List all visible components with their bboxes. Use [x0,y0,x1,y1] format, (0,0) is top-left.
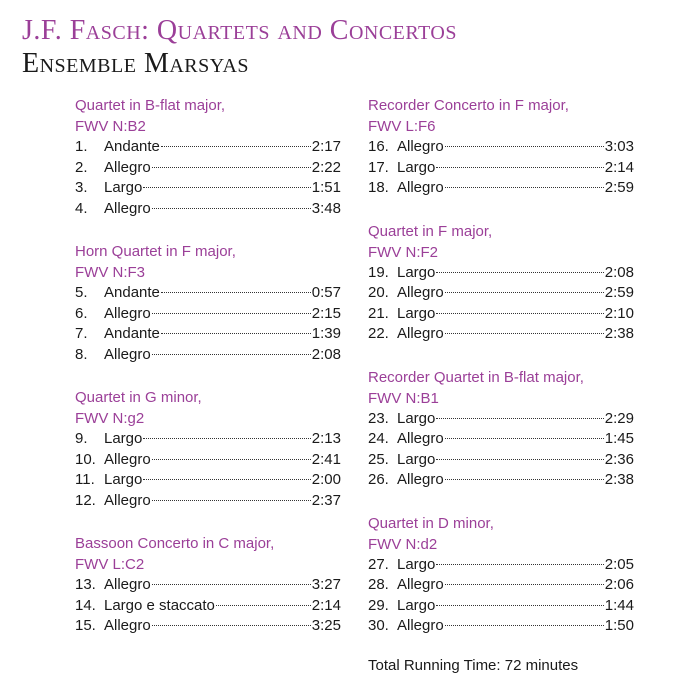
track-row [368,596,634,617]
track-row [368,178,634,199]
track-name: Allegro [397,325,444,342]
album-title: J.F. Fasch: Quartets and Concertos [22,15,457,46]
track-number: 12. [75,491,96,509]
dot-leader [152,208,311,209]
track-row [368,263,634,284]
track-duration: 1:50 [604,617,634,634]
track-number: 29. [368,596,389,614]
work-title: Recorder Quartet in B-flat major, [368,368,584,386]
work-section [368,513,634,637]
track-number: 7. [75,325,88,342]
track-name: Allegro [104,345,151,363]
dot-leader [152,167,311,168]
work-section [75,95,341,219]
work-catalog-number: FWV N:d2 [368,535,438,553]
track-duration: 1:44 [604,596,634,614]
dot-leader [161,292,311,293]
work-title: Quartet in D minor, [368,514,494,532]
track-duration: 2:00 [311,471,341,488]
track-duration: 2:38 [604,325,634,342]
track-name: Largo [104,471,143,488]
track-name: Andante [104,138,160,155]
track-list [368,409,634,491]
track-name: Allegro [104,491,151,509]
track-duration: 2:10 [604,304,634,322]
track-duration: 1:45 [604,430,634,447]
track-row [75,324,341,345]
track-number: 13. [75,576,96,593]
track-row [75,283,341,304]
work-catalog-number: FWV N:F2 [368,243,438,261]
track-name: Largo [397,596,436,614]
dot-leader [445,438,604,439]
track-number: 15. [75,617,96,634]
dot-leader [152,313,311,314]
track-row [368,324,634,345]
work-title: Horn Quartet in F major, [75,243,236,260]
track-row [75,470,341,491]
track-row [75,137,341,158]
track-row [75,491,341,512]
dot-leader [152,354,311,355]
track-duration: 1:39 [311,325,341,342]
track-name: Allegro [397,617,444,634]
track-name: Largo [104,430,143,447]
track-duration: 2:59 [604,284,634,301]
track-row [75,178,341,199]
track-number: 27. [368,555,389,573]
track-duration: 0:57 [311,284,341,301]
track-number: 18. [368,179,389,196]
dot-leader [436,564,603,565]
track-row [75,199,341,220]
dot-leader [143,479,310,480]
track-duration: 2:59 [604,179,634,196]
track-duration: 2:14 [311,596,341,614]
track-duration: 2:14 [604,158,634,176]
track-row [368,304,634,325]
dot-leader [152,459,311,460]
track-duration: 2:36 [604,450,634,468]
track-duration: 2:37 [311,491,341,509]
work-catalog-number: FWV N:g2 [75,410,145,427]
track-number: 21. [368,304,389,322]
track-number: 6. [75,304,88,322]
dot-leader [445,479,604,480]
track-name: Allegro [104,450,151,468]
track-row [75,158,341,179]
track-name: Allegro [104,158,151,176]
work-section [75,533,341,637]
track-list [75,283,341,365]
track-list [368,263,634,345]
track-row [368,409,634,430]
track-number: 23. [368,409,389,427]
track-number: 1. [75,138,88,155]
track-number: 26. [368,471,389,488]
track-number: 20. [368,284,389,301]
dot-leader [445,292,604,293]
dot-leader [161,146,311,147]
track-number: 17. [368,158,389,176]
track-duration: 2:38 [604,471,634,488]
track-name: Allegro [397,179,444,196]
track-row [368,283,634,304]
track-name: Largo [397,263,436,281]
dot-leader [161,333,311,334]
track-name: Allegro [397,471,444,488]
track-number: 19. [368,263,389,281]
track-duration: 2:15 [311,304,341,322]
track-row [75,616,341,637]
track-row [75,304,341,325]
track-name: Largo [397,304,436,322]
track-duration: 3:03 [604,138,634,155]
track-duration: 3:48 [311,199,341,217]
dot-leader [143,438,310,439]
track-duration: 2:17 [311,138,341,155]
work-catalog-number: FWV N:B2 [75,118,146,135]
track-duration: 2:06 [604,576,634,593]
track-number: 14. [75,596,96,614]
track-number: 3. [75,179,88,196]
track-number: 9. [75,430,88,447]
work-catalog-number: FWV L:C2 [75,556,145,573]
track-row [368,470,634,491]
track-row [368,616,634,637]
work-title: Quartet in B-flat major, [75,97,226,114]
track-name: Allegro [397,430,444,447]
track-name: Andante [104,325,160,342]
ensemble-name: Ensemble Marsyas [22,48,250,79]
track-number: 2. [75,158,88,176]
track-name: Largo [397,450,436,468]
work-title: Quartet in F major, [368,222,493,240]
track-name: Largo [104,179,143,196]
track-name: Allegro [104,199,151,217]
work-title: Recorder Concerto in F major, [368,97,569,114]
dot-leader [143,187,310,188]
total-running-time: Total Running Time: 72 minutes [368,657,579,674]
track-number: 5. [75,284,88,301]
track-number: 22. [368,325,389,342]
track-name: Largo [397,409,436,427]
track-name: Largo [397,555,436,573]
work-section [75,387,341,511]
track-row [368,450,634,471]
track-duration: 2:05 [604,555,634,573]
work-section [368,367,634,491]
work-title: Quartet in G minor, [75,389,202,406]
dot-leader [152,500,311,501]
track-row [368,137,634,158]
track-duration: 2:41 [311,450,341,468]
track-name: Largo e staccato [104,596,215,614]
track-row [75,345,341,366]
dot-leader [436,605,603,606]
work-section [75,241,341,365]
track-duration: 2:08 [311,345,341,363]
track-number: 10. [75,450,96,468]
track-duration: 2:13 [311,430,341,447]
dot-leader [216,605,311,606]
dot-leader [445,187,604,188]
track-name: Allegro [104,617,151,634]
track-duration: 3:27 [311,576,341,593]
track-row [368,158,634,179]
track-name: Andante [104,284,160,301]
track-number: 4. [75,199,88,217]
track-row [75,429,341,450]
work-catalog-number: FWV N:F3 [75,264,145,281]
tracklist-column-left [75,95,341,659]
track-number: 30. [368,617,389,634]
track-row [75,596,341,617]
dot-leader [436,272,603,273]
track-list [368,555,634,637]
track-name: Allegro [397,576,444,593]
dot-leader [445,146,604,147]
work-section [368,221,634,345]
track-duration: 2:08 [604,263,634,281]
work-catalog-number: FWV N:B1 [368,389,439,407]
track-number: 8. [75,345,88,363]
track-list [368,137,634,199]
track-number: 11. [75,471,95,488]
dot-leader [445,584,604,585]
dot-leader [445,625,604,626]
work-title: Bassoon Concerto in C major, [75,535,275,552]
dot-leader [436,418,603,419]
dot-leader [436,313,603,314]
dot-leader [445,333,604,334]
dot-leader [436,167,603,168]
track-list [75,137,341,219]
track-name: Allegro [104,576,151,593]
track-list [75,575,341,637]
track-row [368,575,634,596]
dot-leader [152,625,311,626]
track-number: 16. [368,138,389,155]
track-name: Allegro [104,304,151,322]
track-name: Allegro [397,284,444,301]
track-number: 28. [368,576,389,593]
track-duration: 3:25 [311,617,341,634]
track-duration: 2:22 [311,158,341,176]
track-row [75,450,341,471]
track-duration: 2:29 [604,409,634,427]
track-row [368,555,634,576]
track-list [75,429,341,511]
work-catalog-number: FWV L:F6 [368,118,436,135]
track-number: 25. [368,450,389,468]
track-duration: 1:51 [311,179,341,196]
album-header [22,14,457,80]
tracklist-column-right [368,95,634,659]
dot-leader [152,584,311,585]
track-name: Allegro [397,138,444,155]
track-row [75,575,341,596]
track-row [368,429,634,450]
work-section [368,95,634,199]
track-name: Largo [397,158,436,176]
track-number: 24. [368,430,389,447]
dot-leader [436,459,603,460]
